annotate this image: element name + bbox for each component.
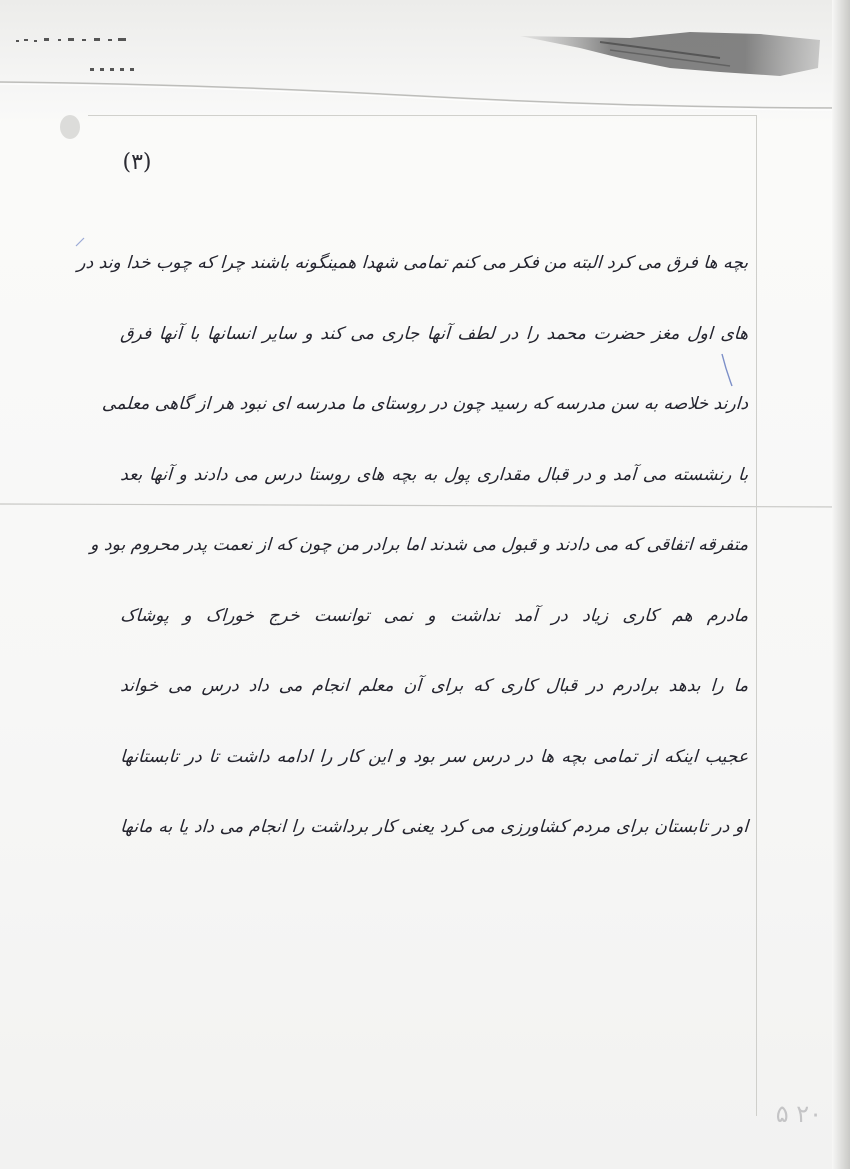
text-line: ما را بدهد برادرم در قبال کاری که برای آن معلم انجام می داد درس می خواند (119, 676, 749, 696)
page-number: (۳) (122, 150, 152, 175)
copier-dots (10, 22, 150, 82)
text-line: های اول مغز حضرت محمد را در لطف آنها جاری می کند و سایر انسانها با آنها فرق (119, 323, 749, 344)
pencil-archive-mark: ۲۰ ۵ (775, 1100, 822, 1128)
toner-smudge (520, 28, 825, 83)
text-line: دارند خلاصه به سن مدرسه که رسید چون در روستای ما مدرسه ای نبود هر از گاهی معلمی (101, 394, 749, 414)
text-line: عجیب اینکه از تمامی بچه ها در درس سر بود و این کار را ادامه داشت تا در تابستانها (119, 746, 749, 767)
text-line: با رنشسته می آمد و در قبال مقداری پول به بچه های روستا درس می دادند و آنها بعد (119, 464, 749, 485)
text-line: متفرقه اتفاقی که می دادند و قبول می شدند اما برادر من چون که از نعمت پدر محروم بود و (89, 535, 749, 555)
page-edge-shadow (832, 0, 850, 1169)
paper-crease (0, 78, 850, 118)
smudge-mark (55, 110, 85, 144)
text-line: او در تابستان برای مردم کشاورزی می کرد یعنی کار برداشت را انجام می داد یا به مانها (119, 817, 749, 837)
text-line: مادرم هم کاری زیاد در آمد نداشت و نمی توانست خرج خوراک و پوشاک (119, 605, 749, 626)
text-line: بچه ها فرق می کرد البته من فکر می کنم تمامی شهدا همینگونه باشند چرا که چوب خدا وند در (76, 253, 749, 273)
handwritten-body (76, 232, 749, 867)
